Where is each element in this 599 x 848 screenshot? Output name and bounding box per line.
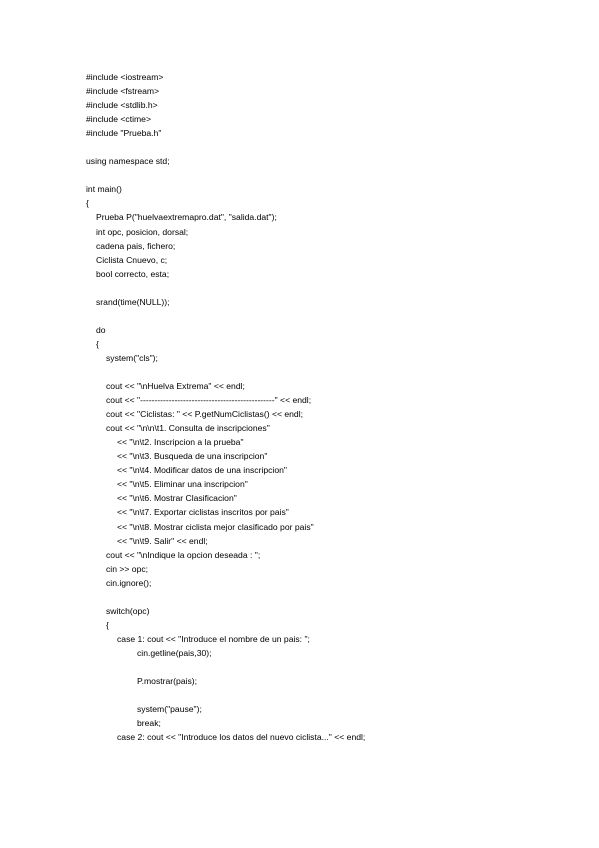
code-line	[0, 84, 599, 98]
code-line	[0, 154, 599, 168]
code-line	[0, 337, 599, 351]
code-listing	[0, 70, 599, 744]
code-line	[0, 267, 599, 281]
code-line	[0, 463, 599, 477]
code-line	[0, 520, 599, 534]
code-line	[0, 196, 599, 210]
code-line	[0, 534, 599, 548]
code-text: switch(opc)	[106, 605, 150, 616]
code-line	[0, 716, 599, 730]
code-line	[0, 548, 599, 562]
code-text: cout << "\n\n\t1. Consulta de inscripciones"	[106, 423, 270, 434]
code-text: int opc, posicion, dorsal;	[96, 226, 189, 237]
code-text: cout << "\nHuelva Extrema" << endl;	[106, 381, 245, 392]
code-line	[0, 225, 599, 239]
code-text: bool correcto, esta;	[96, 268, 170, 279]
code-text: << "\n\t3. Busqueda de una inscripcion"	[117, 451, 268, 462]
code-text: << "\n\t9. Salir" << endl;	[117, 535, 208, 546]
code-text: {	[86, 198, 89, 209]
blank-line	[0, 168, 599, 182]
code-line	[0, 646, 599, 660]
code-text: #include <stdlib.h>	[86, 100, 158, 111]
code-line	[0, 182, 599, 196]
code-line	[0, 604, 599, 618]
code-text: case 1: cout << "Introduce el nombre de un pais: ";	[117, 633, 310, 644]
code-text: cout << "Ciclistas: " << P.getNumCiclistas() << endl;	[106, 409, 304, 420]
code-line	[0, 112, 599, 126]
code-line	[0, 674, 599, 688]
code-text: cout << "-----------------------------------------------" << endl;	[106, 395, 312, 406]
code-line	[0, 449, 599, 463]
code-text: #include <iostream>	[86, 72, 164, 82]
code-text: do	[96, 324, 106, 335]
code-text: Ciclista Cnuevo, c;	[96, 254, 168, 265]
code-text: #include "Prueba.h"	[86, 128, 162, 139]
code-line	[0, 632, 599, 646]
code-text: cin >> opc;	[106, 563, 149, 574]
code-text: P.mostrar(pais);	[137, 676, 198, 687]
code-text: << "\n\t2. Inscripcion a la prueba"	[117, 437, 244, 448]
code-text: int main()	[86, 184, 122, 195]
code-line	[0, 477, 599, 491]
code-line	[0, 351, 599, 365]
code-text: cout << "\nIndique la opcion deseada : ";	[106, 549, 261, 560]
blank-line	[0, 281, 599, 295]
code-line	[0, 393, 599, 407]
code-text: system("pause");	[137, 704, 202, 715]
code-text: << "\n\t5. Eliminar una inscripcion"	[117, 479, 248, 490]
code-text: srand(time(NULL));	[96, 296, 170, 307]
code-line	[0, 618, 599, 632]
code-line	[0, 126, 599, 140]
code-line	[0, 435, 599, 449]
code-line	[0, 702, 599, 716]
blank-line	[0, 660, 599, 674]
code-text: using namespace std;	[86, 156, 170, 167]
code-line	[0, 70, 599, 84]
code-text: << "\n\t6. Mostrar Clasificacion"	[117, 493, 237, 504]
code-line	[0, 562, 599, 576]
code-text: << "\n\t7. Exportar ciclistas inscritos por pais"	[117, 507, 289, 518]
blank-line	[0, 309, 599, 323]
blank-line	[0, 365, 599, 379]
code-line	[0, 421, 599, 435]
code-text: << "\n\t4. Modificar datos de una inscripcion"	[117, 465, 287, 476]
code-line	[0, 253, 599, 267]
code-text: break;	[137, 718, 161, 729]
code-line	[0, 379, 599, 393]
code-line	[0, 239, 599, 253]
code-text: #include <fstream>	[86, 86, 160, 97]
blank-line	[0, 140, 599, 154]
code-text: system("cls");	[106, 352, 158, 363]
code-text: cin.getline(pais,30);	[137, 647, 212, 658]
code-text: Prueba P("huelvaextremapro.dat", "salida.dat");	[96, 212, 277, 223]
code-line	[0, 505, 599, 519]
code-text: cin.ignore();	[106, 577, 152, 588]
code-line	[0, 210, 599, 224]
blank-line	[0, 688, 599, 702]
code-line	[0, 491, 599, 505]
code-line	[0, 730, 599, 744]
code-text: case 2: cout << "Introduce los datos del nuevo ciclista..." << endl;	[117, 732, 366, 743]
code-text: {	[106, 619, 109, 630]
code-text: cadena pais, fichero;	[96, 240, 176, 251]
code-text: #include <ctime>	[86, 114, 151, 125]
code-line	[0, 295, 599, 309]
code-line	[0, 98, 599, 112]
code-line	[0, 407, 599, 421]
code-line	[0, 576, 599, 590]
code-line	[0, 323, 599, 337]
code-text: << "\n\t8. Mostrar ciclista mejor clasificado por pais"	[117, 521, 314, 532]
blank-line	[0, 590, 599, 604]
code-text: {	[96, 338, 99, 349]
